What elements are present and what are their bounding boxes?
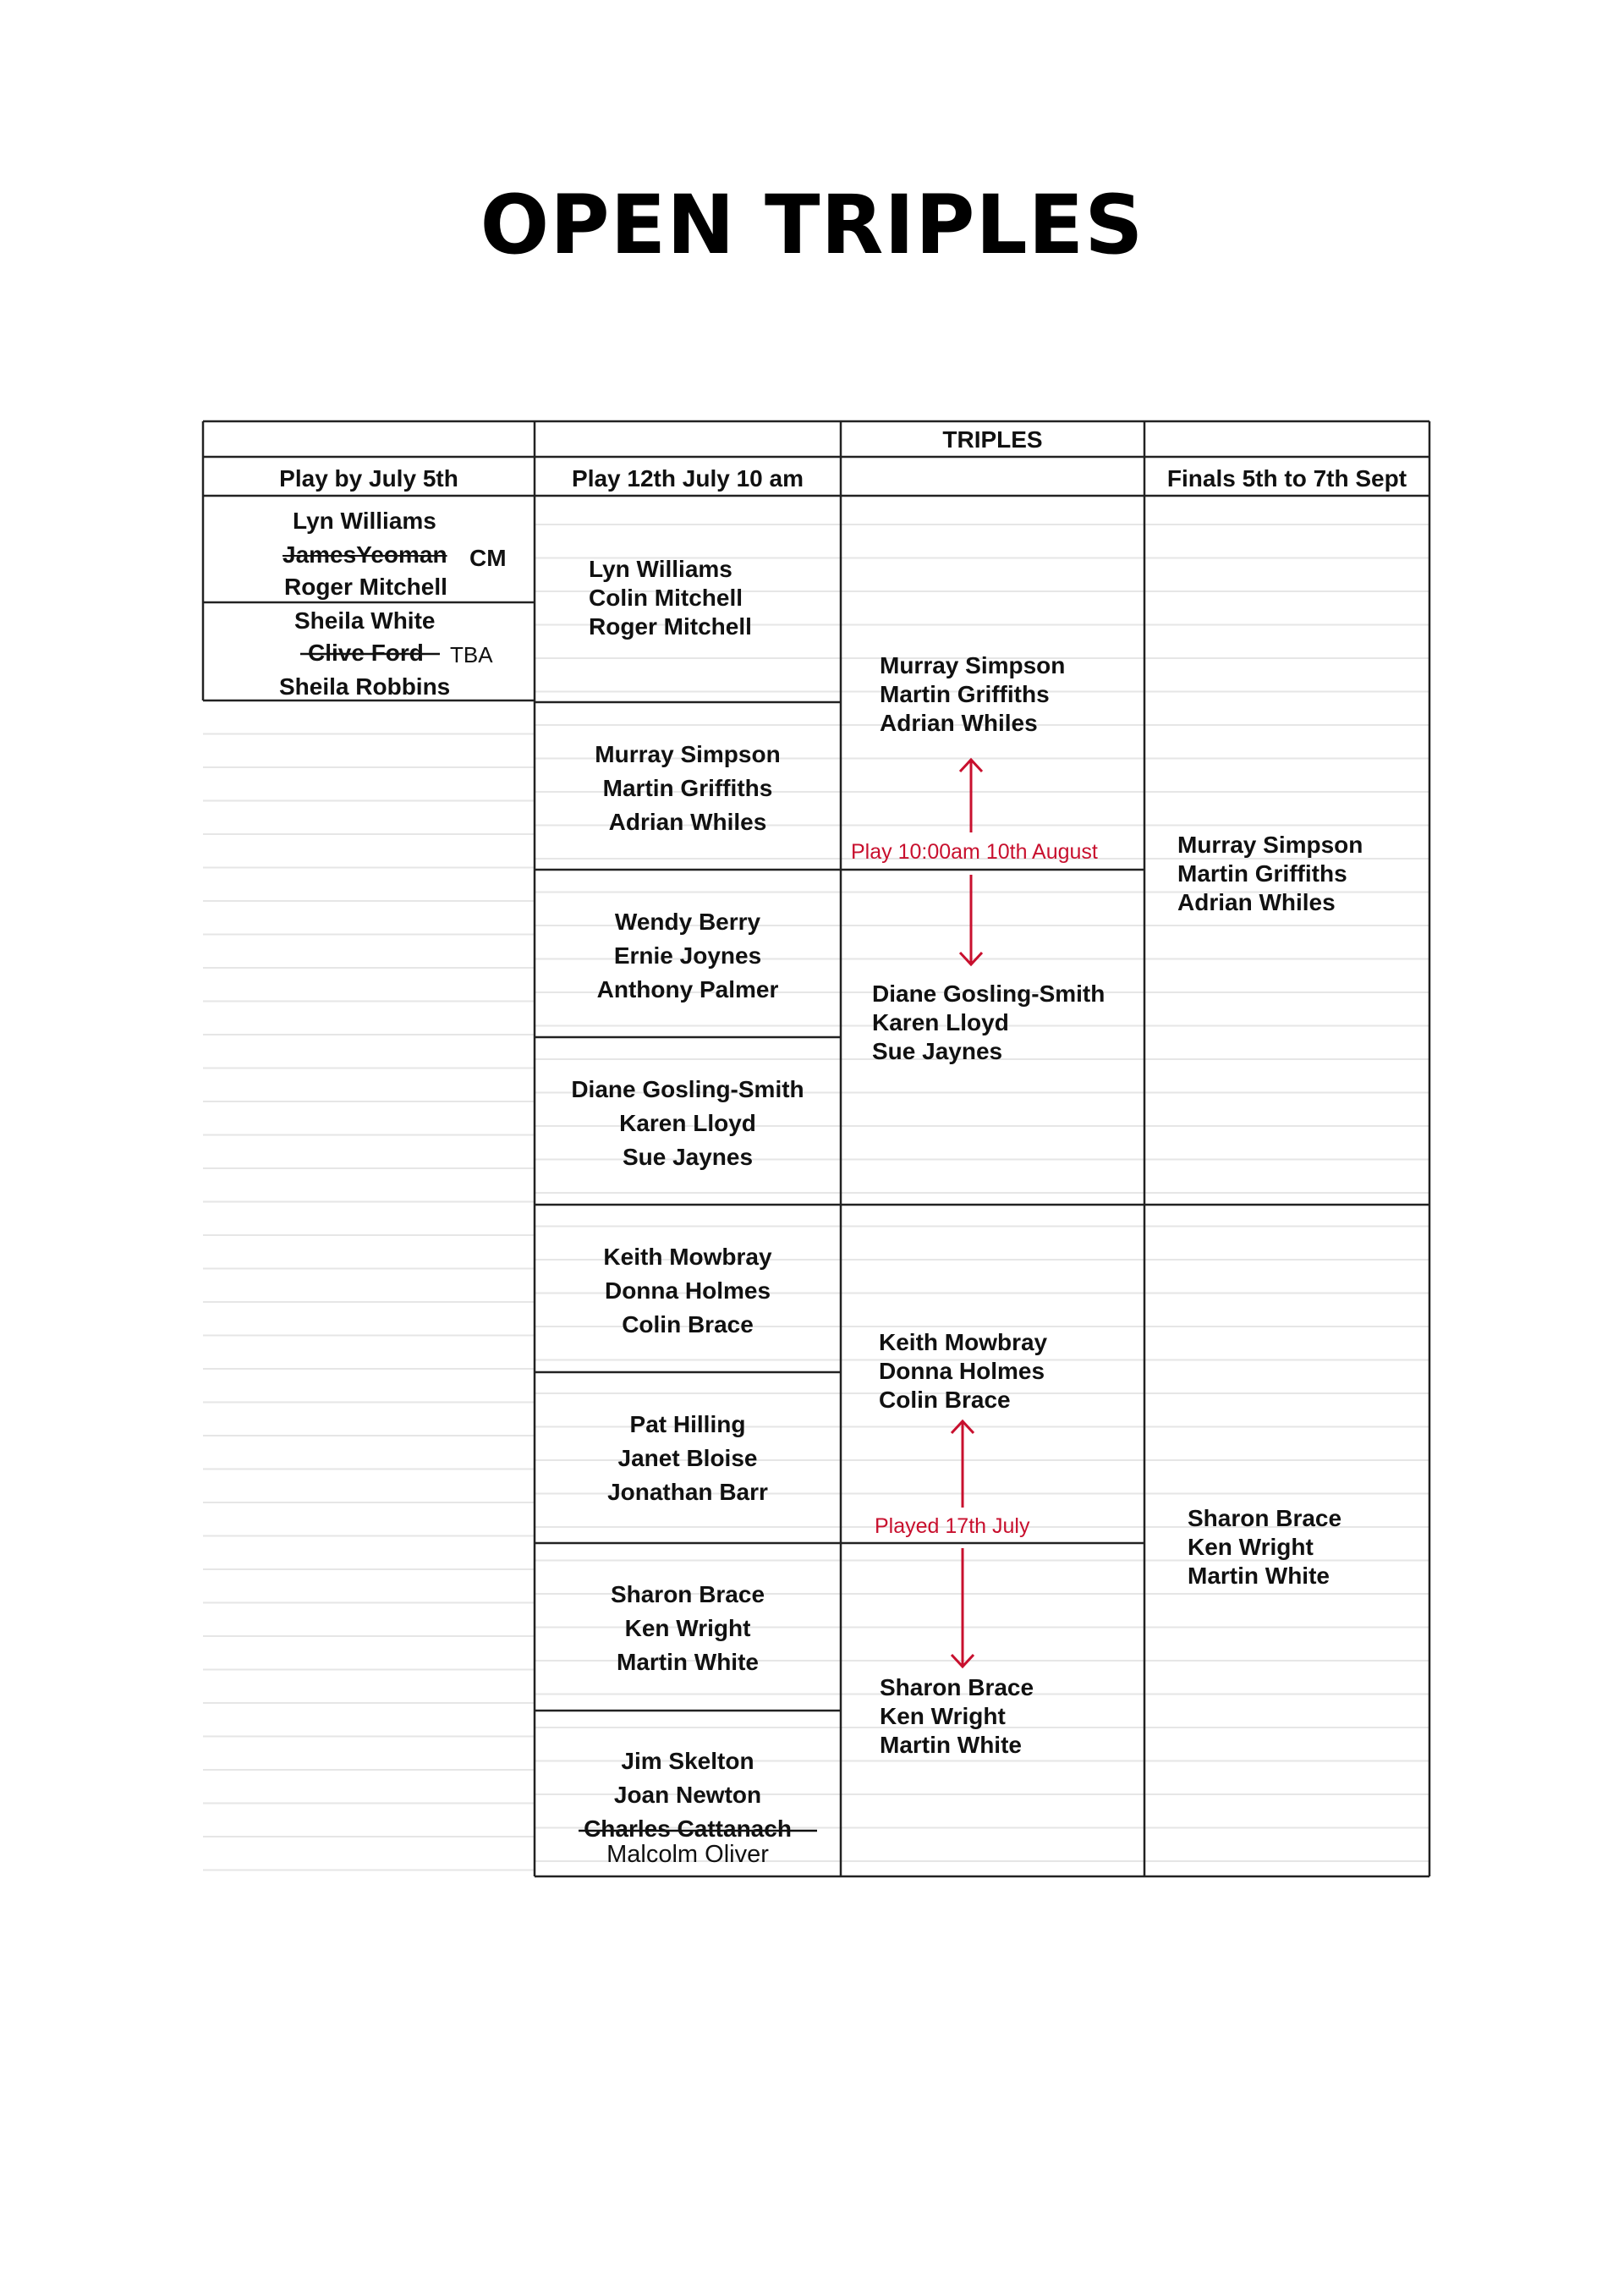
semi1-opponent: Diane Gosling-Smith Karen Lloyd Sue Jaynes xyxy=(872,980,1106,1064)
r2-team8: Jim Skelton Joan Newton Charles Cattanach xyxy=(584,1748,792,1842)
header-finals: Finals 5th to 7th Sept xyxy=(1166,465,1407,492)
r1-team1-p1: Lyn Williams xyxy=(293,508,436,534)
r2-team6: Pat Hilling Janet Bloise Jonathan Barr xyxy=(607,1411,768,1505)
semi1-winner: Murray Simpson Martin Griffiths Adrian Whiles xyxy=(880,652,1066,736)
r2-team7: Sharon Brace Ken Wright Martin White xyxy=(610,1581,765,1675)
semi2-opponent: Sharon Brace Ken Wright Martin White xyxy=(880,1674,1034,1758)
r2-team8-replacement: Malcolm Oliver xyxy=(606,1841,769,1868)
r2-team4: Diane Gosling-Smith Karen Lloyd Sue Jaynes xyxy=(571,1076,804,1170)
r2-team5: Keith Mowbray Donna Holmes Colin Brace xyxy=(603,1244,772,1338)
header-triples: TRIPLES xyxy=(942,426,1043,453)
page-title: OPEN TRIPLES xyxy=(480,178,1144,272)
semi2-winner: Keith Mowbray Donna Holmes Colin Brace xyxy=(879,1329,1048,1413)
r1-team2-p2: Clive Ford xyxy=(308,640,424,666)
r1-team2-p1-text: Sheila White xyxy=(294,607,436,634)
r2-team3: Wendy Berry Ernie Joynes Anthony Palmer xyxy=(596,909,779,1002)
r1-team1-p2: JamesYeoman xyxy=(283,541,447,568)
r1-team1-p2-note: CM xyxy=(469,545,507,571)
semi2-note: Played 17th July xyxy=(875,1514,1030,1538)
header-round1: Play by July 5th xyxy=(279,465,458,492)
semi1-note: Play 10:00am 10th August xyxy=(851,840,1098,864)
r1-team2-p2-note: TBA xyxy=(450,642,493,667)
r1-team2-p3: Sheila Robbins xyxy=(279,673,451,700)
r1-team1-p3: Roger Mitchell xyxy=(284,574,447,600)
r2-team1: Lyn Williams Colin Mitchell Roger Mitchell xyxy=(589,556,752,640)
final-team1: Murray Simpson Martin Griffiths Adrian Whiles xyxy=(1177,832,1363,915)
header-round2: Play 12th July 10 am xyxy=(572,465,804,492)
final-team2: Sharon Brace Ken Wright Martin White xyxy=(1188,1505,1342,1589)
r2-team2: Murray Simpson Martin Griffiths Adrian Whiles xyxy=(595,741,781,835)
